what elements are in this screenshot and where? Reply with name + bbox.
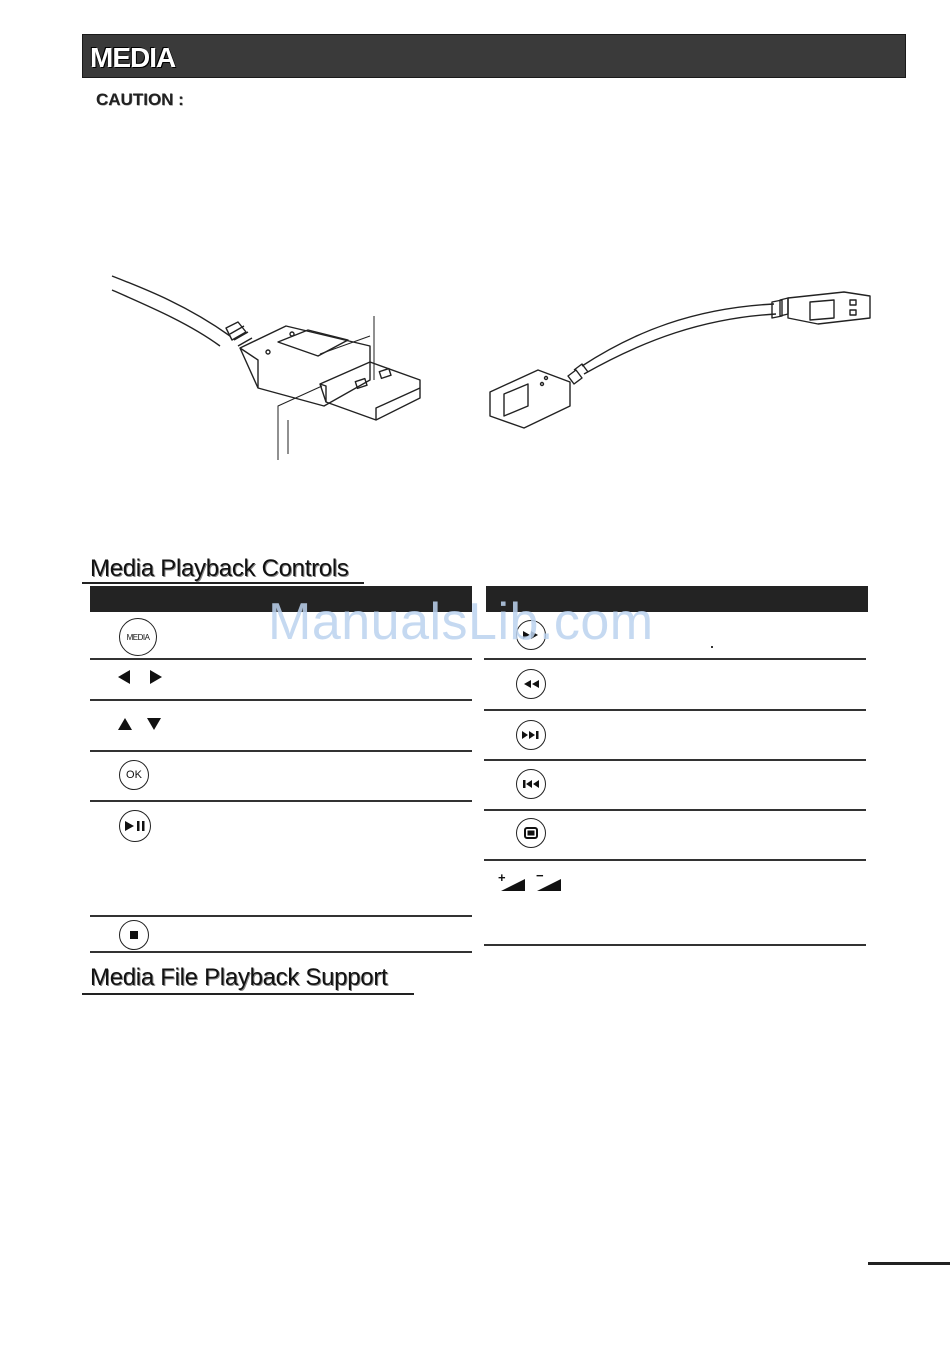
table-row-divider [90,951,472,953]
heading-underline [82,582,364,584]
volume-up-down-icon [498,870,568,894]
left-right-arrows-icon [116,668,164,686]
next-track-button-icon [516,720,546,750]
table-row-divider [90,915,472,917]
playback-controls-heading: Media Playback Controls [90,555,349,582]
caution-label: CAUTION : [96,90,184,109]
table-row-divider [484,809,866,811]
table-row-divider [90,699,472,701]
volume-minus-sign: − [536,868,544,883]
table-row-divider [90,800,472,802]
ok-button-icon [119,760,149,790]
page-title: MEDIA [90,42,176,73]
stop-button-icon [119,920,149,950]
previous-track-button-icon [516,769,546,799]
table-row-divider [484,658,866,660]
page-footer-line [868,1262,950,1265]
ok-button-label: OK [126,769,142,781]
file-support-heading: Media File Playback Support [90,964,388,991]
table-row-divider [90,750,472,752]
table-row-divider [484,759,866,761]
up-down-arrows-icon [116,716,164,732]
play-pause-button-icon [119,810,151,842]
table-row-divider [484,944,866,946]
table-row-divider [484,709,866,711]
usb-extension-cable-illustration [484,288,874,433]
rewind-button-icon [516,669,546,699]
display-button-icon [516,818,546,848]
table-row-divider [90,658,472,660]
watermark: ManualsLib.com [268,593,654,651]
usb-plug-dimension-illustration [108,268,428,463]
volume-plus-sign: + [498,870,506,885]
media-button-label: MEDIA [126,632,150,642]
table-row-divider [484,859,866,861]
media-button-icon [119,618,157,656]
stray-dot [711,646,713,648]
heading-underline [82,993,414,995]
title-bar [82,34,906,78]
